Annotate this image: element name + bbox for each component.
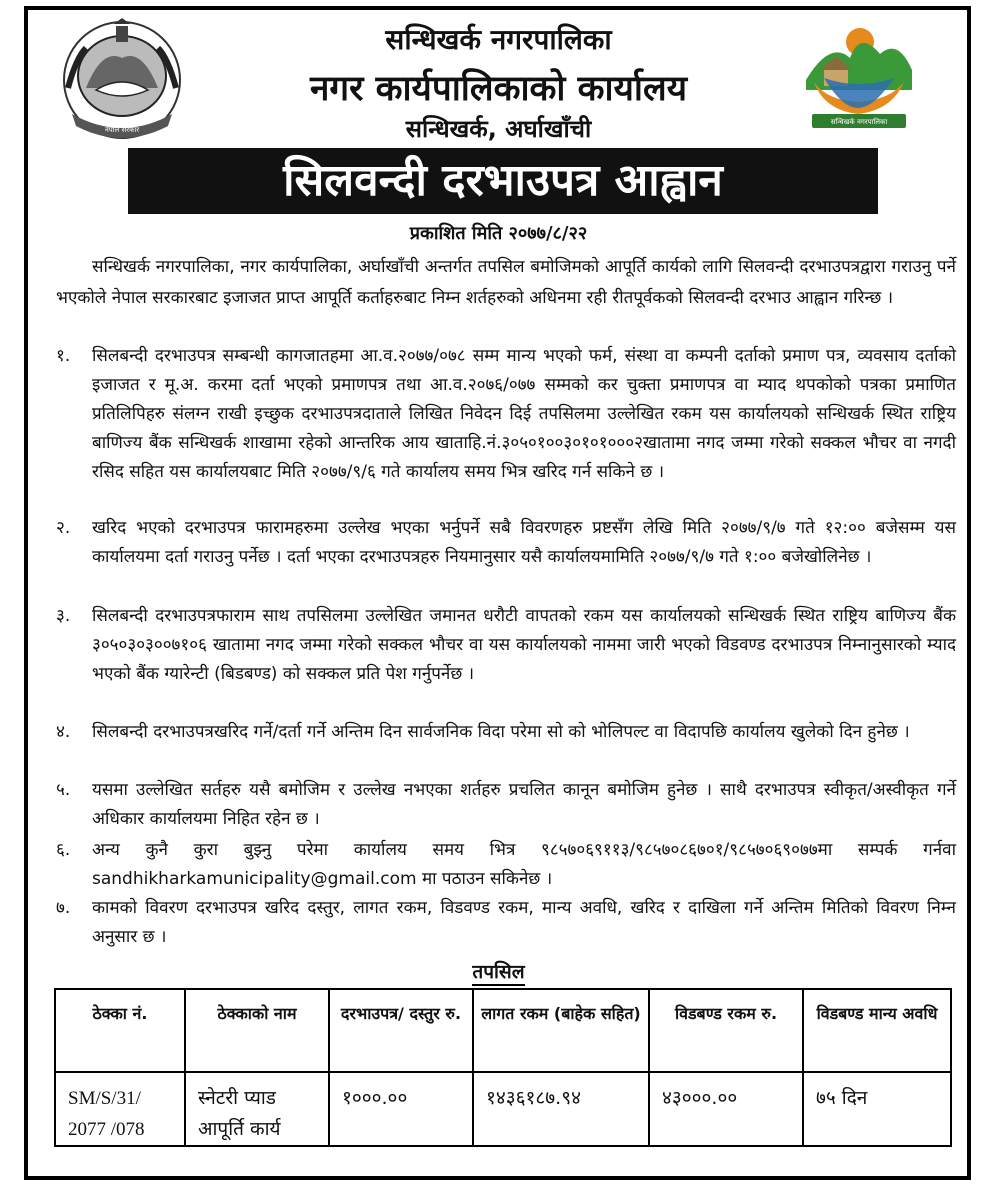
- condition-item-2: [56, 514, 956, 572]
- table-row: [55, 1072, 951, 1146]
- condition-item-1: [56, 342, 956, 487]
- item-text: सिलबन्दी दरभाउपत्रफाराम साथ तपसिलमा उल्लेखित जमानत धरौटी वापतको रकम यस कार्यालयको सन्धिखर्क स्थित राष्ट्रिय बाणिज्य बैंक ३०५०३०३००७१०६ खातामा नगद जम्मा गरेको सक्कल भौचर वा यस कार्यालयको नाममा जारी भएको विडवण्ड दरभाउपत्र निम्नानुसारको म्याद भएको बैंक ग्यारेन्टी (बिडबण्ड) को सक्कल प्रति पेश गर्नुपर्नेछ ।: [92, 606, 956, 684]
- col-header-contract-name: ठेक्काको नाम: [185, 989, 329, 1072]
- published-date: प्रकाशित मिति २०७७/८/२२: [409, 223, 588, 244]
- schedule-title: तपसिल: [472, 961, 524, 986]
- svg-text:नेपाल सरकार: नेपाल सरकार: [104, 126, 140, 134]
- col-header-fee: दरभाउपत्र/ दस्तुर रु.: [329, 989, 473, 1072]
- table-header-row: [55, 989, 951, 1072]
- cell-contract-no: SM/S/31/ 2077 /078: [55, 1072, 185, 1146]
- condition-item-3: [56, 602, 956, 689]
- col-header-bid-bond: विडबण्ड रकम रु.: [649, 989, 803, 1072]
- item-number: ७.: [56, 898, 71, 918]
- schedule-heading: [0, 958, 997, 984]
- schedule-table: [54, 988, 952, 1147]
- item-number: ५.: [56, 780, 71, 800]
- condition-item-5: [56, 776, 956, 834]
- col-header-contract-no: ठेक्का नं.: [55, 989, 185, 1072]
- item-number: १.: [56, 346, 71, 366]
- item-text: अन्य कुनै कुरा बुझ्नु परेमा कार्यालय समय भित्र ९८५७०६९११३/९८५७०८६७०१/९८५७०६९०७७मा सम्पर्क गर्नवा sandhikharkamunicipality@gmail.com मा पठाउन सकिनेछ ।: [92, 840, 956, 889]
- item-text: सिलबन्दी दरभाउपत्र सम्बन्धी कागजातहमा आ.व.२०७७/०७८ सम्म मान्य भएको फर्म, संस्था वा कम्पनी दर्ताको प्रमाण पत्र, व्यवसाय दर्ताको इजाजत र मू.अ. करमा दर्ता भएको प्रमाणपत्र तथा आ.व.२०७६/०७७ सम्मको कर चुक्ता प्रमाणपत्र वा म्याद थपकोको पत्रका प्रमाणित प्रतिलिपिहरु संलग्न राखी इच्छुक दरभाउपत्रदाताले लिखित निवेदन दिई तपसिलमा उल्लेखित रकम यस कार्यालयको सन्धिखर्क स्थित राष्ट्रिय बाणिज्य बैंक सन्धिखर्क शाखामा रहेको आन्तरिक आय खाताहि.नं.३०५०१००३०१०१०००२खातामा नगद जम्मा गरेको सक्कल भौचर वा नगदी रसिद सहित यस कार्यालयबाट मिति २०७७/९/६ गते कार्यालय समय भित्र खरिद गर्न सकिने छ ।: [92, 346, 956, 482]
- item-number: ६.: [56, 840, 71, 860]
- item-text: कामको विवरण दरभाउपत्र खरिद दस्तुर, लागत रकम, विडवण्ड रकम, मान्य अवधि, खरिद र दाखिला गर्ने अन्तिम मितिको विवरण निम्न अनुसार छ ।: [92, 898, 956, 947]
- cell-fee: १०००.००: [329, 1072, 473, 1146]
- item-text: खरिद भएको दरभाउपत्र फारामहरुमा उल्लेख भएका भर्नुपर्ने सबै विवरणहरु प्रष्टसँग लेखि मिति २०७७/९/७ गते १२:०० बजेसम्म यस कार्यालयमा दर्ता गराउनु पर्नेछ । दर्ता भएका दरभाउपत्रहरु नियमानुसार यसै कार्यालयमामिति २०७७/९/७ गते १:०० बजेखोलिनेछ ।: [92, 518, 956, 567]
- condition-item-4: [56, 718, 956, 747]
- item-number: ३.: [56, 606, 71, 626]
- item-number: २.: [56, 518, 71, 538]
- condition-item-7: [56, 894, 956, 952]
- svg-text:सन्धिखर्क नगरपालिका: सन्धिखर्क नगरपालिका: [830, 118, 888, 126]
- item-text: सिलबन्दी दरभाउपत्रखरिद गर्ने/दर्ता गर्ने अन्तिम दिन सार्वजनिक विदा परेमा सो को भोलिपल्ट वा विदापछि कार्यालय खुलेको दिन हुनेछ ।: [92, 722, 910, 742]
- cell-validity: ७५ दिन: [803, 1072, 951, 1146]
- cell-cost: १४३६१८७.९४: [473, 1072, 649, 1146]
- cell-bid-bond: ४३०००.००: [649, 1072, 803, 1146]
- col-header-validity: विडबण्ड मान्य अवधि: [803, 989, 951, 1072]
- municipality-name: सन्धिखर्क नगरपालिका: [385, 23, 612, 56]
- col-header-cost: लागत रकम (बाहेक सहित): [473, 989, 649, 1072]
- item-text: यसमा उल्लेखित सर्तहरु यसै बमोजिम र उल्लेख नभएका शर्तहरु प्रचलित कानून बमोजिम हुनेछ । साथै दरभाउपत्र स्वीकृत/अस्वीकृत गर्ने अधिकार कार्यालयमा निहित रहेन छ ।: [92, 780, 956, 829]
- condition-item-6: [56, 836, 956, 894]
- cell-contract-name: स्नेटरी प्याड आपूर्ति कार्य: [185, 1072, 329, 1146]
- office-address: सन्धिखर्क, अर्घाखाँची: [405, 115, 592, 143]
- office-name: नगर कार्यपालिकाको कार्यालय: [309, 69, 688, 109]
- item-number: ४.: [56, 722, 71, 742]
- notice-title: सिलवन्दी दरभाउपत्र आह्वान: [128, 148, 878, 214]
- intro-paragraph: सन्धिखर्क नगरपालिका, नगर कार्यपालिका, अर्घाखाँची अन्तर्गत तपसिल बमोजिमको आपूर्ति कार्यको लागि सिलवन्दी दरभाउपत्रद्वारा गराउनु पर्ने भएकोले नेपाल सरकारबाट इजाजत प्राप्त आपूर्ति कर्ताहरुबाट निम्न शर्तहरुको अधिनमा रही रीतपूर्वकको सिलवन्दी दरभाउ आह्वान गरिन्छ ।: [56, 257, 956, 308]
